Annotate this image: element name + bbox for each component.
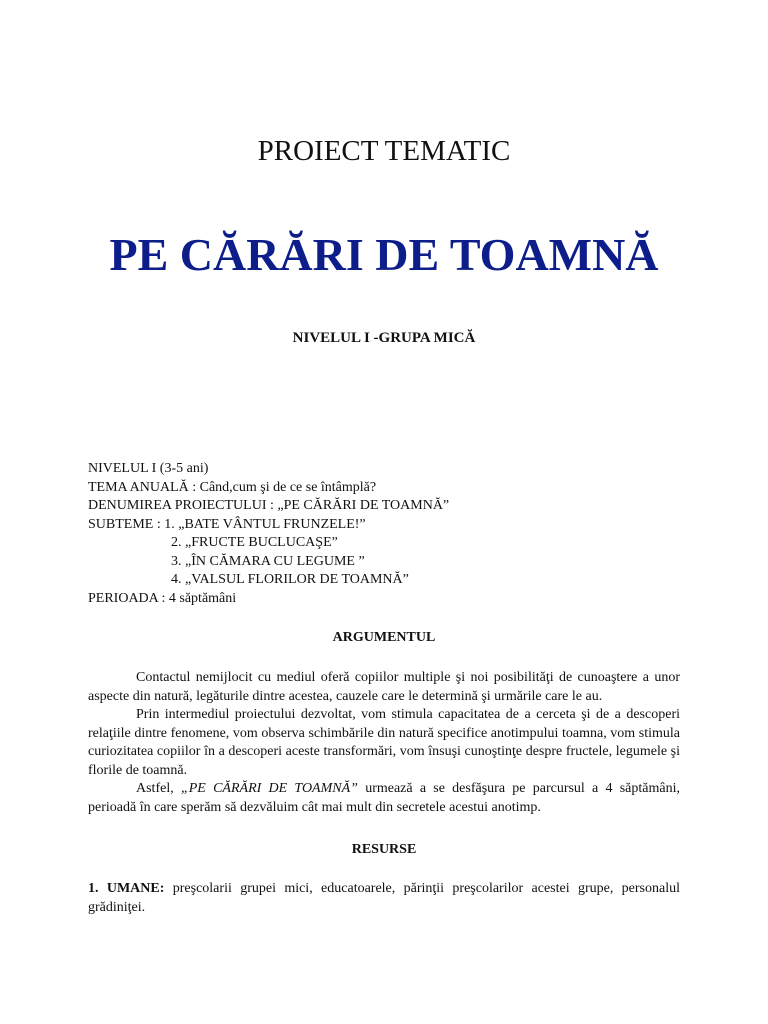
project-name: PE CĂRĂRI DE TOAMNĂ [109, 229, 659, 280]
group-level: NIVELUL I -GRUPA MICĂ [292, 330, 476, 346]
resources-text [88, 880, 680, 917]
subtheme-item: 2. „FRUCTE BUCLUCAŞE” [171, 535, 338, 550]
argument-p3-start: Astfel, [136, 781, 181, 796]
info-level: NIVELUL I (3-5 ani) [88, 461, 209, 476]
resources-heading: RESURSE [351, 842, 417, 857]
subtheme-item: 4. „VALSUL FLORILOR DE TOAMNĂ” [171, 572, 409, 587]
info-subthemes [88, 516, 366, 535]
info-annual-theme: TEMA ANUALĂ : Când,cum şi de ce se întâmplă? [88, 479, 377, 495]
info-project-name: DENUMIREA PROIECTULUI : „PE CĂRĂRI DE TOAMNĂ” [88, 498, 450, 513]
argument-paragraph-3 [88, 780, 680, 817]
argument-p3-end: urmează a se desfăşura pe parcursul a 4 săptămâni, perioadă în care sperăm să dezvăluim cât mai mult din secretele acestui anotimp. [88, 781, 680, 815]
subthemes-label: SUBTEME : [88, 516, 165, 532]
info-period: PERIOADA : 4 săptămâni [88, 590, 237, 606]
resources-human [88, 880, 680, 917]
argument-text [88, 669, 680, 817]
subtheme-item: 1. „BATE VÂNTUL FRUNZELE!” [164, 516, 366, 532]
subtheme-item: 3. „ÎN CĂMARA CU LEGUME ” [171, 553, 365, 569]
resources-human-label: 1. UMANE: [88, 881, 165, 896]
argument-p3-project-name: „PE CĂRĂRI DE TOAMNĂ” [180, 781, 358, 796]
argument-paragraph-2: Prin intermediul proiectului dezvoltat, vom stimula capacitatea de a cerceta şi de a descoperi relaţiile dintre fenomene, vom observa schimbările din natură specifice anotimpului toamna, vom stimula curiozitatea copiilor în a descoperi aceste transformări, vom însuşi cunoştinţe despre fructele, legumele şi florile de toamnă. [88, 707, 680, 778]
argument-paragraph-1: Contactul nemijlocit cu mediul oferă copiilor multiple şi noi posibilităţi de cunoaştere a unor aspecte din natură, legăturile dintre acestea, cauzele care le determină şi urmările care le au. [88, 670, 680, 704]
argument-heading: ARGUMENTUL [332, 630, 436, 645]
document-title: PROIECT TEMATIC [257, 135, 511, 167]
resources-human-text: preşcolarii grupei mici, educatoarele, părinţii preşcolarilor acestei grupe, personalul grădiniţei. [88, 881, 680, 915]
